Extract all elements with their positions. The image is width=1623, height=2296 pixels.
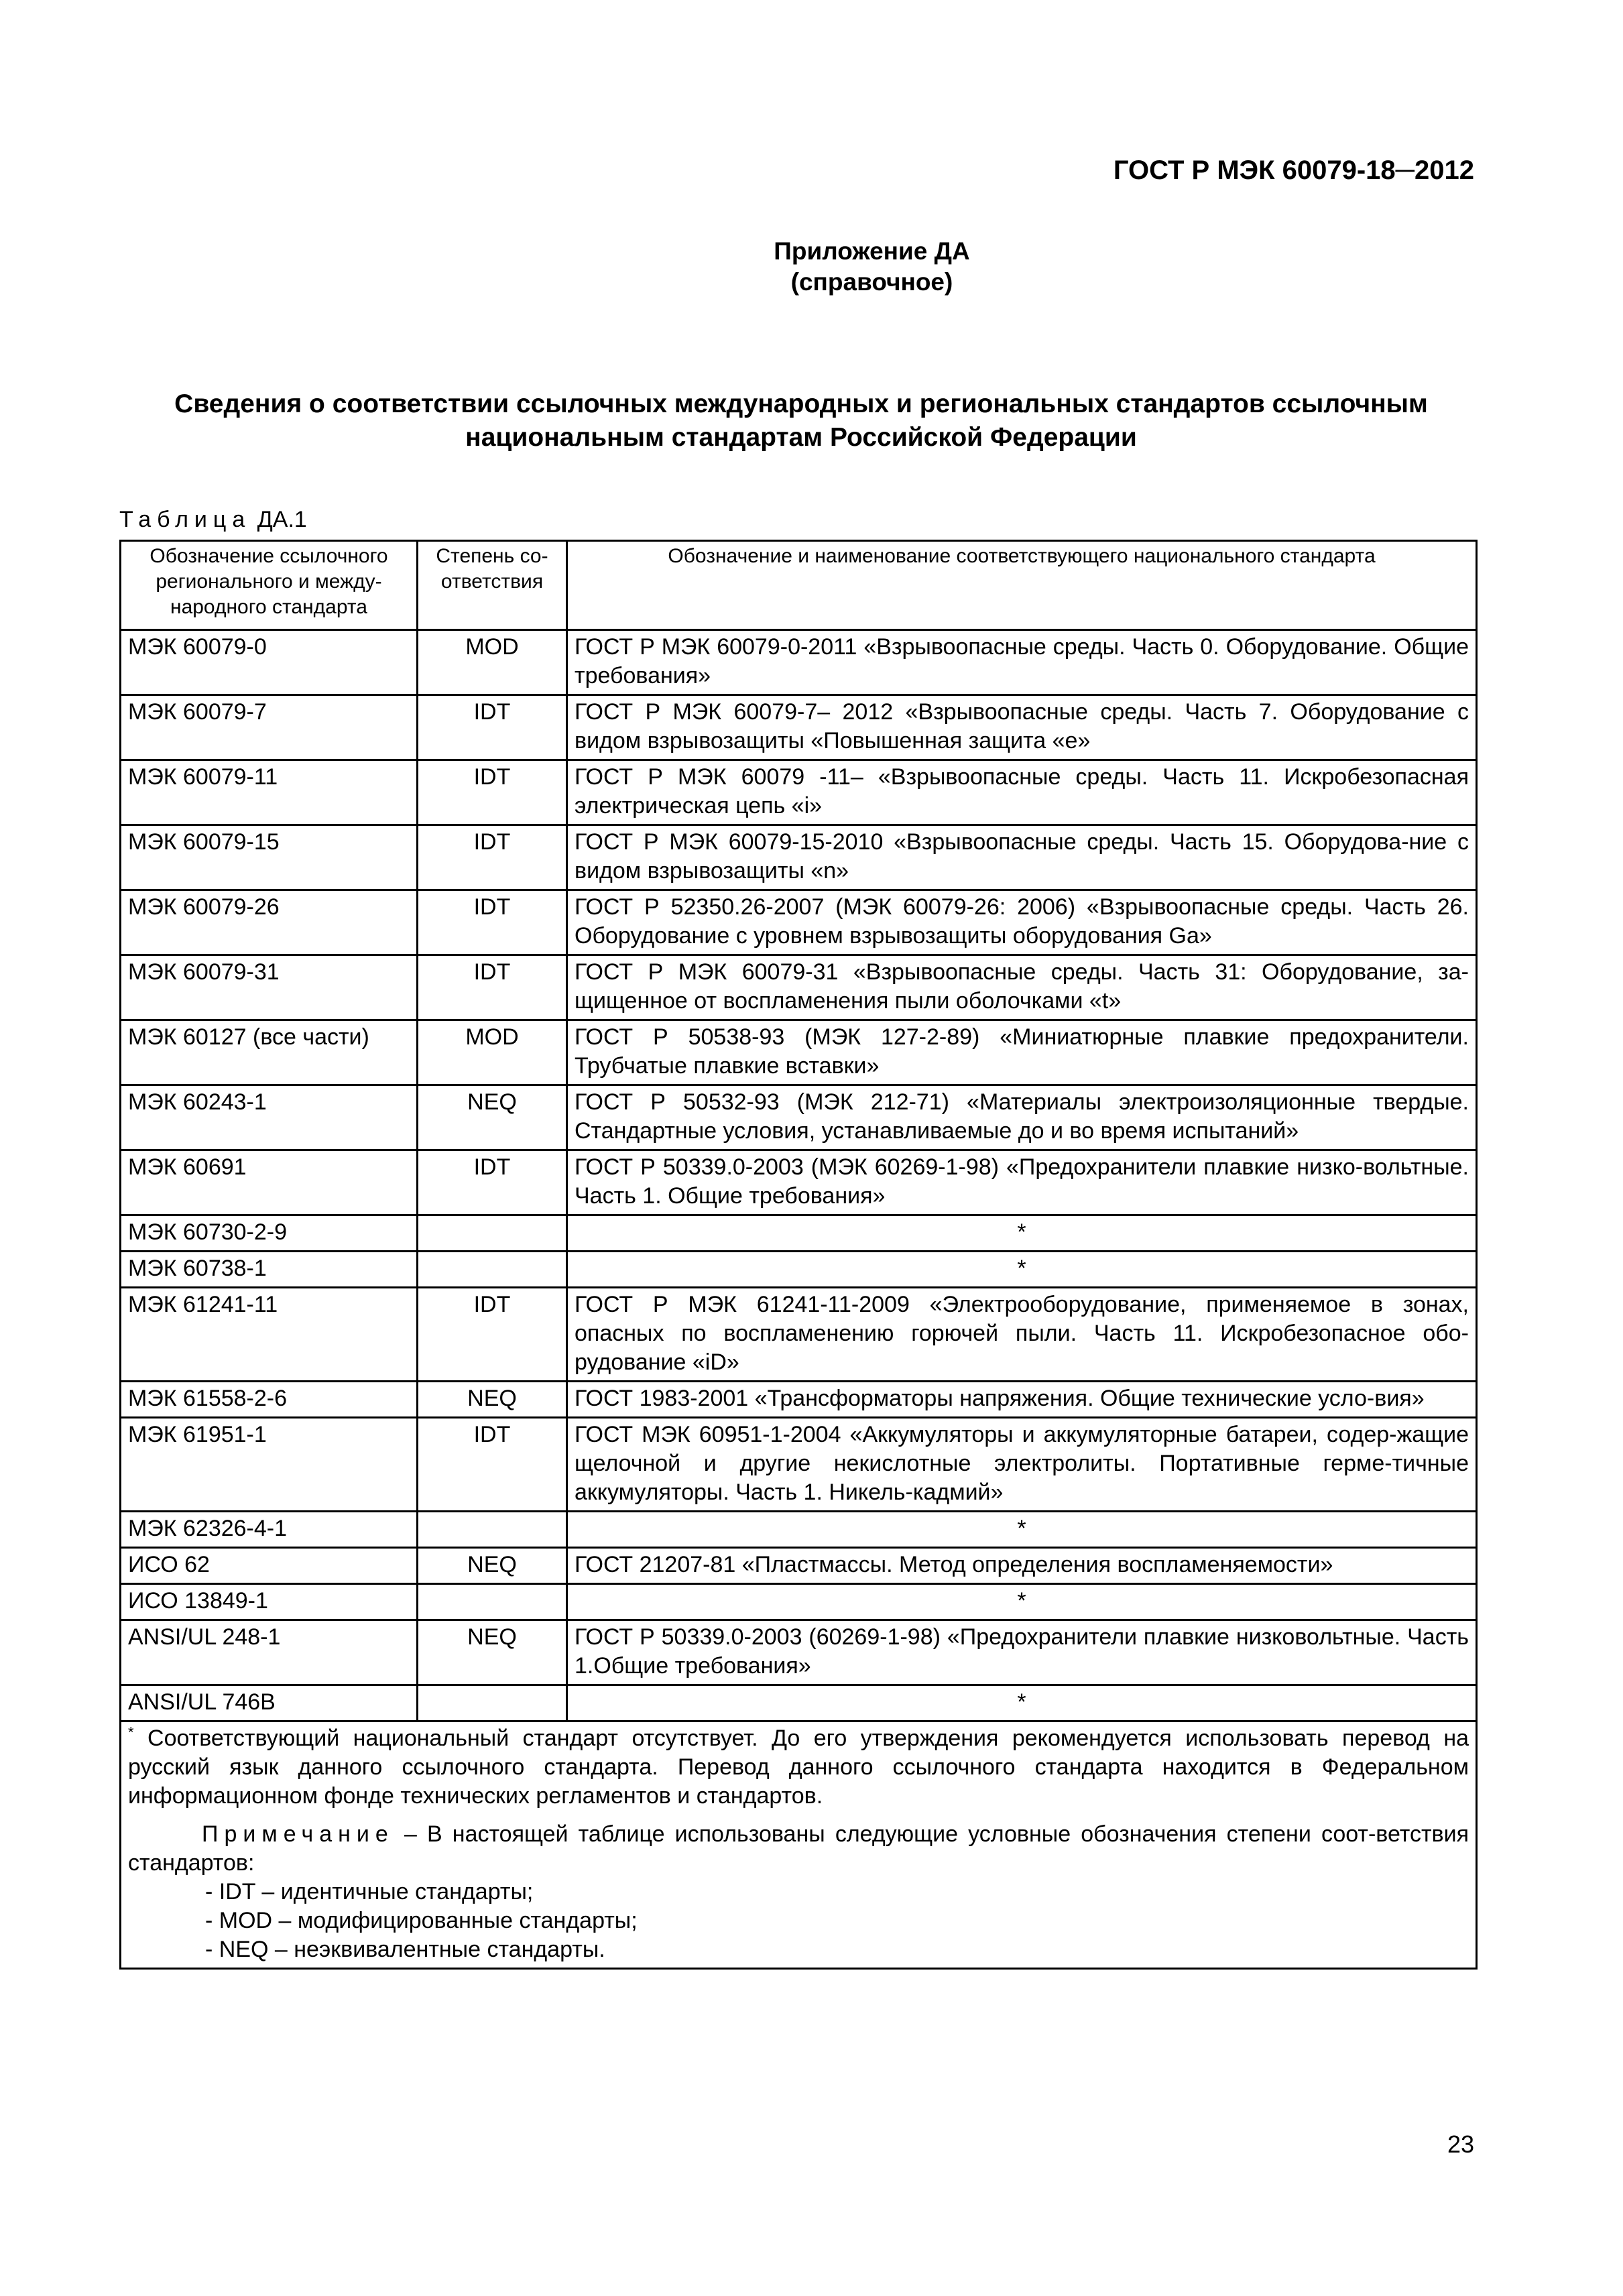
cell-reference-standard: ИСО 13849-1 (121, 1584, 418, 1620)
cell-degree: MOD (418, 1020, 567, 1085)
section-heading (121, 387, 1482, 455)
cell-reference-standard: МЭК 60691 (121, 1150, 418, 1215)
cell-reference-standard: МЭК 60079-7 (121, 695, 418, 760)
table-row (121, 1252, 1477, 1288)
cell-degree: NEQ (418, 1085, 567, 1150)
heading-line-2: национальным стандартам Российской Федерации (465, 423, 1137, 452)
note-label: Примечание (202, 1821, 394, 1847)
header-national-standard: Обозначение и наименование соответствующего национального стандарта (567, 541, 1477, 630)
page-number: 23 (1447, 2130, 1474, 2158)
heading-line-1: Сведения о соответствии ссылочных международных и региональных стандартов ссылочным (174, 389, 1428, 418)
cell-degree: NEQ (418, 1548, 567, 1584)
table-footer-row (121, 1721, 1477, 1969)
table-row (121, 1685, 1477, 1721)
table-row (121, 1548, 1477, 1584)
cell-national-standard: ГОСТ 1983-2001 «Трансформаторы напряжения. Общие технические усло-вия» (567, 1382, 1477, 1418)
cell-degree: IDT (418, 955, 567, 1020)
note-item-mod: - MOD – модифицированные стандарты; (205, 1908, 638, 1933)
cell-national-standard: * (567, 1584, 1477, 1620)
cell-reference-standard: МЭК 62326-4-1 (121, 1512, 418, 1548)
cell-national-standard: ГОСТ Р МЭК 60079 -11– «Взрывоопасные среды. Часть 11. Искробезопасная электрическая цепь «i» (567, 760, 1477, 825)
cell-reference-standard: МЭК 61558-2-6 (121, 1382, 418, 1418)
cell-national-standard: ГОСТ Р 50538-93 (МЭК 127-2-89) «Миниатюрные плавкие предохранители. Трубчатые плавкие вставки» (567, 1020, 1477, 1085)
note-text: – В настоящей таблице использованы следующие условные обозначения степени соот-ветствия стандартов: (128, 1821, 1469, 1876)
table-row (121, 1584, 1477, 1620)
table-row (121, 1085, 1477, 1150)
note (128, 1820, 1469, 1878)
cell-national-standard: ГОСТ Р 50532-93 (МЭК 212-71) «Материалы электроизоляционные твердые. Стандартные условия, устанавливаемые до и во время испытаний» (567, 1085, 1477, 1150)
cell-degree: IDT (418, 1288, 567, 1382)
cell-degree: IDT (418, 695, 567, 760)
cell-degree: MOD (418, 630, 567, 695)
cell-degree: NEQ (418, 1620, 567, 1685)
cell-degree (418, 1584, 567, 1620)
cell-reference-standard: МЭК 60243-1 (121, 1085, 418, 1150)
appendix-title: Приложение ДА (774, 237, 970, 265)
cell-reference-standard: МЭК 60079-0 (121, 630, 418, 695)
cell-national-standard: ГОСТ Р МЭК 61241-11-2009 «Электрооборудование, применяемое в зонах, опасных по воспламенению горючей пыли. Часть 11. Искробезопасное обо-рудование «iD» (567, 1288, 1477, 1382)
table-caption-number: ДА.1 (257, 507, 307, 532)
table-row (121, 825, 1477, 890)
cell-degree: IDT (418, 890, 567, 955)
cell-national-standard: ГОСТ Р МЭК 60079-0-2011 «Взрывоопасные среды. Часть 0. Оборудование. Общие требования» (567, 630, 1477, 695)
cell-reference-standard: МЭК 60079-11 (121, 760, 418, 825)
standards-table (119, 540, 1478, 1970)
appendix-block (0, 236, 1623, 298)
table-row (121, 1020, 1477, 1085)
header-degree: Степень со-ответствия (418, 541, 567, 630)
cell-reference-standard: МЭК 60730-2-9 (121, 1215, 418, 1252)
table-row (121, 630, 1477, 695)
table-row (121, 890, 1477, 955)
table-header-row (121, 541, 1477, 630)
table-caption (119, 507, 307, 533)
cell-national-standard: ГОСТ 21207-81 «Пластмассы. Метод определения воспламеняемости» (567, 1548, 1477, 1584)
cell-national-standard: ГОСТ Р МЭК 60079-31 «Взрывоопасные среды. Часть 31: Оборудование, за-щищенное от воспламенения пыли оболочками «t» (567, 955, 1477, 1020)
footnote-mark: * (128, 1724, 134, 1741)
cell-reference-standard: ANSI/UL 746В (121, 1685, 418, 1721)
table-row (121, 1512, 1477, 1548)
table-row (121, 1418, 1477, 1512)
cell-reference-standard: МЭК 60738-1 (121, 1252, 418, 1288)
appendix-subtitle: (справочное) (790, 268, 953, 296)
table-row (121, 695, 1477, 760)
cell-national-standard: ГОСТ Р МЭК 60079-15-2010 «Взрывоопасные среды. Часть 15. Оборудова-ние с видом взрывозащиты «n» (567, 825, 1477, 890)
cell-national-standard: ГОСТ Р 50339.0-2003 (60269-1-98) «Предохранители плавкие низковольтные. Часть 1.Общие требования» (567, 1620, 1477, 1685)
cell-national-standard: ГОСТ Р 52350.26-2007 (МЭК 60079-26: 2006) «Взрывоопасные среды. Часть 26. Оборудование с уровнем взрывозащиты оборудования Ga» (567, 890, 1477, 955)
cell-degree: IDT (418, 1418, 567, 1512)
table-row (121, 1215, 1477, 1252)
table-row (121, 1288, 1477, 1382)
cell-reference-standard: ИСО 62 (121, 1548, 418, 1584)
footnote (128, 1724, 1469, 1811)
document-id: ГОСТ Р МЭК 60079-18─2012 (1113, 156, 1474, 185)
cell-national-standard: * (567, 1512, 1477, 1548)
cell-national-standard: * (567, 1252, 1477, 1288)
cell-national-standard: * (567, 1685, 1477, 1721)
cell-reference-standard: МЭК 60079-15 (121, 825, 418, 890)
cell-degree (418, 1512, 567, 1548)
header-reference-standard: Обозначение ссылочного регионального и между-народного стандарта (121, 541, 418, 630)
table-row (121, 760, 1477, 825)
cell-national-standard: * (567, 1215, 1477, 1252)
cell-degree (418, 1252, 567, 1288)
cell-reference-standard: МЭК 60127 (все части) (121, 1020, 418, 1085)
cell-degree: IDT (418, 1150, 567, 1215)
cell-reference-standard: МЭК 61951-1 (121, 1418, 418, 1512)
cell-degree: IDT (418, 760, 567, 825)
cell-degree: IDT (418, 825, 567, 890)
cell-reference-standard: МЭК 60079-31 (121, 955, 418, 1020)
cell-national-standard: ГОСТ Р 50339.0-2003 (МЭК 60269-1-98) «Предохранители плавкие низко-вольтные. Часть 1. Общие требования» (567, 1150, 1477, 1215)
table-row (121, 1620, 1477, 1685)
table-row (121, 1150, 1477, 1215)
cell-degree (418, 1685, 567, 1721)
cell-national-standard: ГОСТ МЭК 60951-1-2004 «Аккумуляторы и аккумуляторные батареи, содер-жащие щелочной и другие некислотные электролиты. Портативные герме-тичные аккумуляторы. Часть 1. Никель-кадмий» (567, 1418, 1477, 1512)
cell-national-standard: ГОСТ Р МЭК 60079-7– 2012 «Взрывоопасные среды. Часть 7. Оборудование с видом взрывозащиты «Повышенная защита «е» (567, 695, 1477, 760)
cell-degree (418, 1215, 567, 1252)
note-item-neq: - NEQ – неэквивалентные стандарты. (205, 1937, 605, 1962)
cell-reference-standard: МЭК 60079-26 (121, 890, 418, 955)
table-row (121, 955, 1477, 1020)
table-row (121, 1382, 1477, 1418)
note-item-idt: - IDT – идентичные стандарты; (205, 1879, 534, 1905)
table-footer (121, 1721, 1477, 1969)
table-body (121, 630, 1477, 1721)
footnote-text: Соответствующий национальный стандарт отсутствует. До его утверждения рекомендуется использовать перевод на русский язык данного ссылочного стандарта. Перевод данного ссылочного стандарта находится в Федеральном информационном фонде технических регламентов и стандартов. (128, 1726, 1469, 1809)
cell-reference-standard: ANSI/UL 248-1 (121, 1620, 418, 1685)
table-caption-word: Таблица (119, 507, 251, 532)
cell-reference-standard: МЭК 61241-11 (121, 1288, 418, 1382)
cell-degree: NEQ (418, 1382, 567, 1418)
